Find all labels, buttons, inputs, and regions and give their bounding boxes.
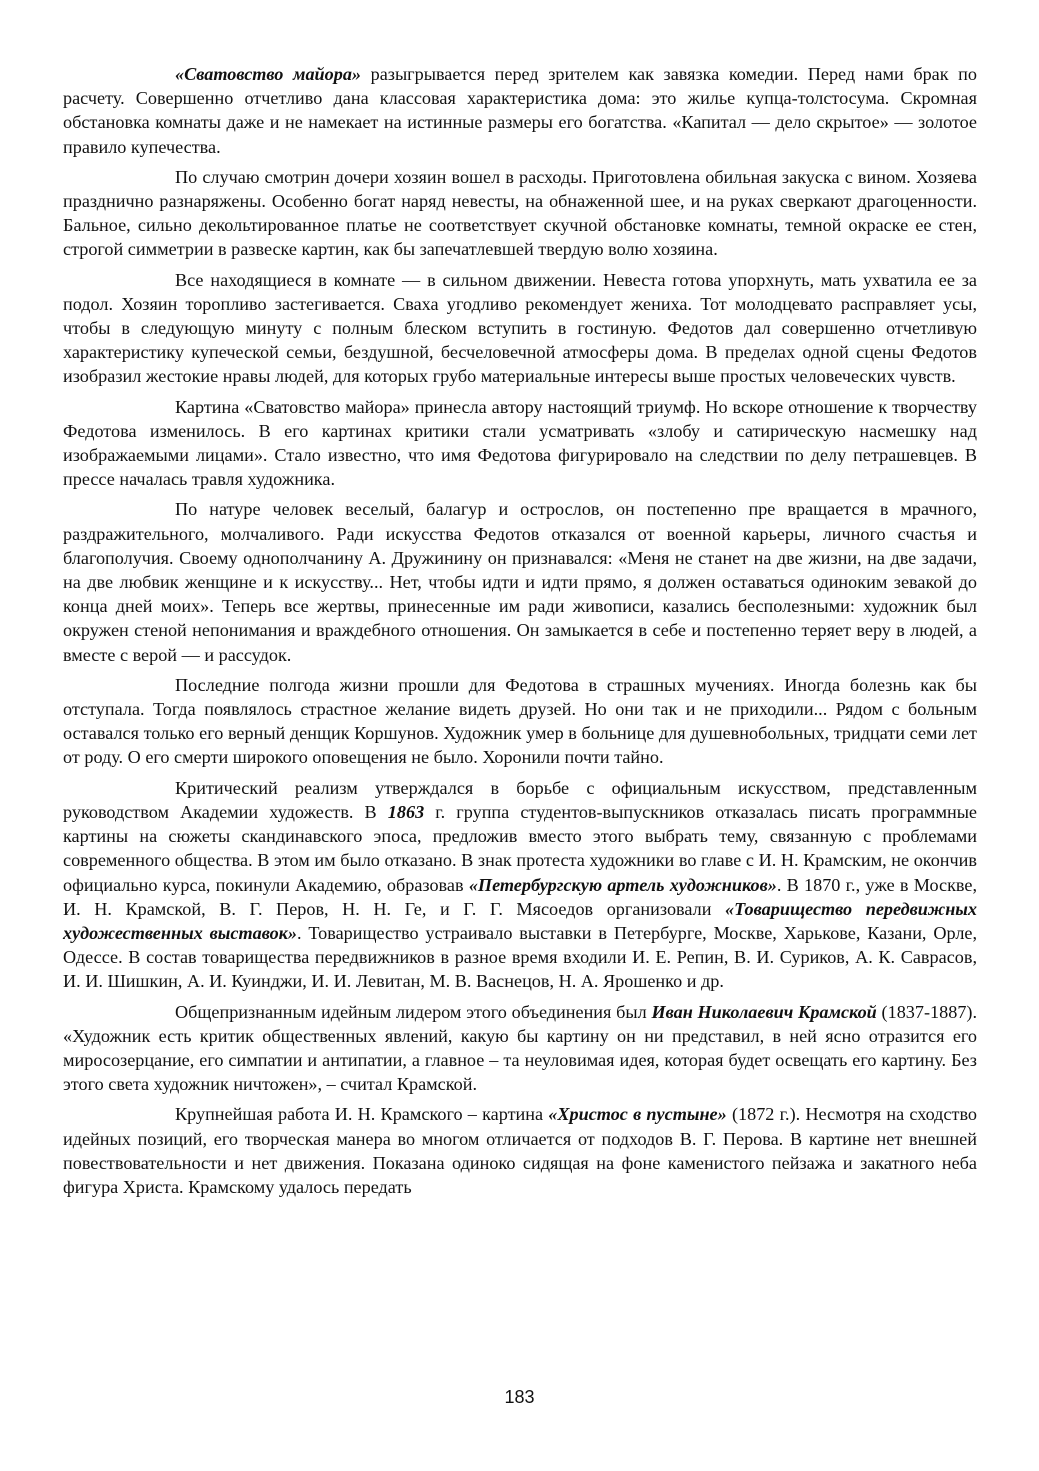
paragraph-8 (63, 1000, 977, 1097)
paragraph-9 (63, 1102, 977, 1199)
body-text: . Товарищество устраивало выставки в Петербурге, Москве, Харькове, Казани, Орле, Одессе. В состав товарищества передвижников в разное время входили И. Е. Репин, В. И. Суриков, А. К. Саврасов, И. И. Шишкин, А. И. Куинджи, И. И. Левитан, М. В. Васнецов, Н. А. Ярошенко и др. (63, 922, 978, 992)
body-text: Все находящиеся в комнате — в сильном движении. Невеста готова упорхнуть, мать ухватила ее за подол. Хозяин торопливо застегивается. Сваха угодливо рекомендует жениха. Тот молодцевато расправляет усы, чтобы в следующую минуту с полным блеском вступить в гостиную. Федотов дал совершенно отчетливую характеристику купеческой семьи, бездушной, бесчеловечной атмосферы дома. В пределах одной сцены Федотов изобразил жестокие нравы людей, для которых грубо материальные интересы выше простых человеческих чувств. (63, 269, 977, 387)
paragraph-2 (63, 165, 977, 262)
emphasis-text: Иван Николаевич Крамской (651, 1001, 877, 1022)
body-text: Общепризнанным идейным лидером этого объединения был (175, 1001, 652, 1022)
body-text: разыгрывается перед зрителем как завязка комедии. Перед нами брак по расчету. Совершенно отчетливо дана классовая характеристика дома: это жилье купца-толстосума. Скромная обстановка комнаты даже и не намекает на истинные размеры его богатства. «Капитал — дело скрытое» — золотое правило купечества. (63, 64, 977, 157)
emphasis-text: «Товарищество передвижных художественных выставок» (63, 898, 978, 943)
emphasis-text: «Христос в пустыне» (548, 1104, 727, 1125)
paragraph-5 (63, 497, 977, 666)
body-text: Критический реализм утверждался в борьбе с официальным искусством, представленным руководством Академии художеств. В (63, 777, 977, 822)
emphasis-text: «Сватовство майора» (175, 64, 362, 84)
body-text: . В 1870 г., уже в Москве, И. Н. Крамской, В. Г. Перов, Н. Н. Ге, и Г. Г. Мясоедов организовали (63, 874, 978, 919)
paragraph-3 (63, 268, 977, 389)
body-text: Крупнейшая работа И. Н. Крамского – картина (175, 1104, 549, 1125)
page-body (63, 62, 977, 1205)
body-text: г. группа студентов-выпускников отказалась писать программные картины на сюжеты скандинавского эпоса, предложив вместо этого выбрать тему, связанную с проблемами современного общества. В этом им было отказано. В знак протеста художники во главе с И. Н. Крамским, не окончив официально курса, покинули Академию, образовав (63, 801, 977, 895)
body-text: По случаю смотрин дочери хозяин вошел в расходы. Приготовлена обильная закуска с вином. Хозяева празднично разнаряжены. Особенно богат наряд невесты, на обнаженной шее, и на руках сверкают драгоценности. Бальное, сильно декольтированное платье не соответствует скучной обстановке комнаты, темной окраске ее стен, строгой симметрии в развеске картин, как бы запечатлевшей твердую волю хозяина. (63, 166, 977, 260)
body-text: (1872 г.). Несмотря на сходство идейных позиций, его творческая манера во многом отличается от подходов В. Г. Перова. В картине нет внешней повествовательности и нет движения. Показана одиноко сидящая на фоне каменистого пейзажа и закатного неба фигура Христа. Крамскому удалось передать (63, 1104, 977, 1197)
emphasis-text: «Петербургскую артель художников» (468, 874, 777, 895)
paragraph-4 (63, 395, 977, 492)
page-number: 183 (504, 1387, 535, 1407)
body-text: Картина «Сватовство майора» принесла автору настоящий триумф. Но вскоре отношение к творчеству Федотова изменилось. В его картинах критики стали усматривать «злобу и сатирическую насмешку над изображаемыми лицами». Стало известно, что имя Федотова фигурировало на следствии по делу петрашевцев. В прессе началась травля художника. (63, 396, 977, 490)
body-text: (1837-1887). «Художник есть критик общественных явлений, какую бы картину он ни представил, в ней ясно отразится его миросозерцание, его симпатии и антипатии, а главное – та неуловимая идея, которая будет освещать его картину. Без этого света художник ничтожен», – считал Крамской. (63, 1001, 978, 1095)
paragraph-7 (63, 776, 977, 994)
paragraph-6 (63, 673, 977, 770)
paragraph-1 (63, 62, 977, 159)
body-text: По натуре человек веселый, балагур и острослов, он постепенно пре вращается в мрачного, раздражительного, молчаливого. Ради искусства Федотов отказался от военной карьеры, личного счастья и благополучия. Своему однополчанину А. Дружинину он признавался: «Меня не станет на две жизни, на две задачи, на две любвик женщине и к искусству... Нет, чтобы идти и идти прямо, я должен оставаться одиноким зевакой до конца дней моих». Теперь все жертвы, принесенные им ради живописи, казались бесполезными: художник был окружен стеной непонимания и враждебного отношения. Он замыкается в себе и постепенно теряет веру в людей, а вместе с верой — и рассудок. (63, 499, 977, 665)
body-text: Последние полгода жизни прошли для Федотова в страшных мучениях. Иногда болезнь как бы отступала. Тогда появлялось страстное желание видеть друзей. Но они так и не приходили... Рядом с больным оставался только его верный денщик Коршунов. Художник умер в больнице для душевнобольных, тридцати семи лет от роду. О его смерти широкого оповещения не было. Хоронили почти тайно. (63, 674, 977, 768)
emphasis-text: 1863 (387, 801, 425, 822)
